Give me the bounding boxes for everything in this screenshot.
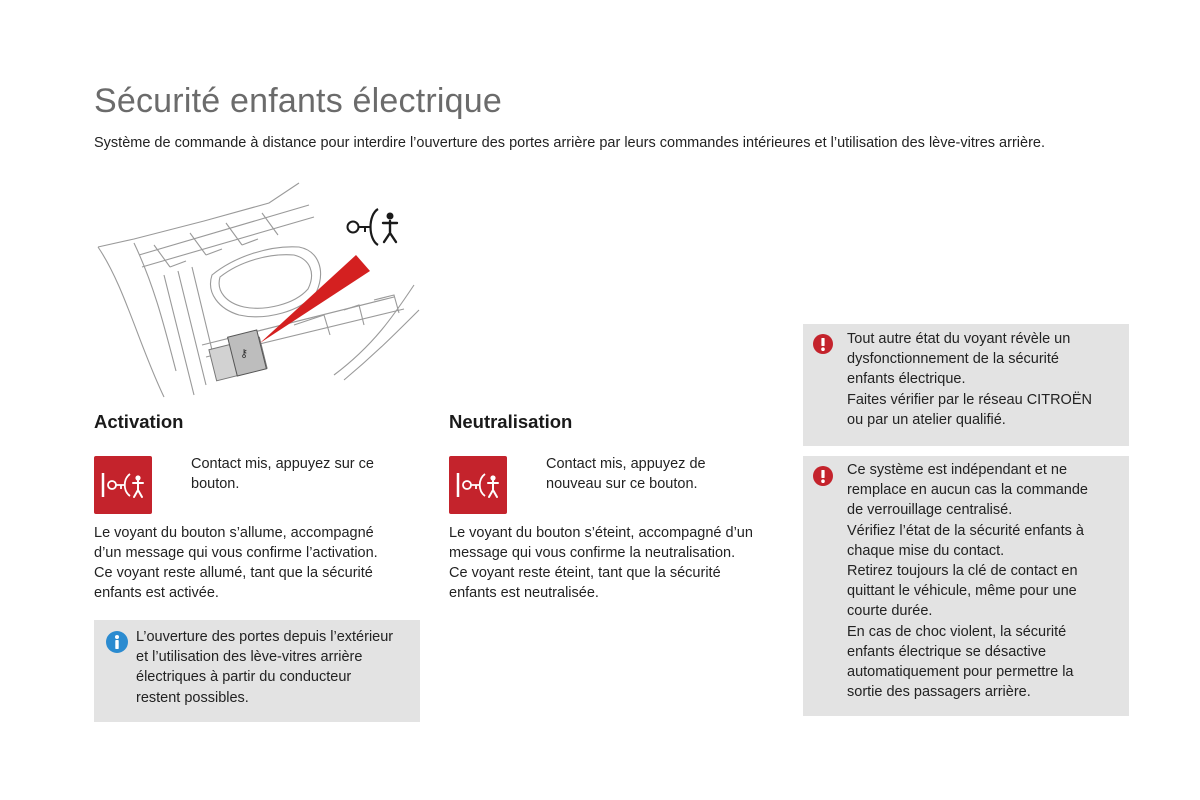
warning-line: quittant le véhicule, même pour une xyxy=(847,583,1077,600)
activation-paragraph-line: Ce voyant reste allumé, tant que la sécurité xyxy=(94,565,373,581)
info-line: électriques à partir du conducteur xyxy=(136,669,352,686)
activation-paragraph-line: enfants est activée. xyxy=(94,585,219,601)
neutralisation-step-line: Contact mis, appuyez de xyxy=(546,456,706,472)
page-title: Sécurité enfants électrique xyxy=(94,82,502,120)
warning-line: remplace en aucun cas la commande xyxy=(847,482,1088,499)
neutralisation-paragraph xyxy=(449,523,779,603)
neutralisation-paragraph-line: Le voyant du bouton s’éteint, accompagné d’un xyxy=(449,525,753,541)
neutralisation-heading: Neutralisation xyxy=(449,411,573,432)
activation-paragraph-line: Le voyant du bouton s’allume, accompagné xyxy=(94,525,374,541)
warning-line: chaque mise du contact. xyxy=(847,542,1005,559)
warning-line: Vérifiez l’état de la sécurité enfants à xyxy=(847,522,1084,539)
warning-line: enfants électrique se désactive xyxy=(847,643,1047,660)
child-lock-icon xyxy=(348,209,398,245)
warning-icon xyxy=(813,334,833,354)
info-line: et l’utilisation des lève-vitres arrière xyxy=(136,649,363,666)
warning-line: Faites vérifier par le réseau CITROËN xyxy=(847,391,1092,408)
door-panel-illustration xyxy=(94,175,424,400)
neutralisation-step-line: nouveau sur ce bouton. xyxy=(546,476,698,492)
svg-text:⚷: ⚷ xyxy=(240,347,249,360)
warning-line: de verrouillage centralisé. xyxy=(847,502,1013,519)
activation-step-line: Contact mis, appuyez sur ce xyxy=(191,456,374,472)
warning-line: Ce système est indépendant et ne xyxy=(847,462,1068,478)
neutralisation-paragraph-line: Ce voyant reste éteint, tant que la sécurité xyxy=(449,565,721,581)
warning-icon xyxy=(813,466,833,486)
warning-line: enfants électrique. xyxy=(847,371,966,388)
info-line: L’ouverture des portes depuis l’extérieur xyxy=(136,629,394,645)
warning-line: ou par un atelier qualifié. xyxy=(847,411,1006,428)
warning-line: sortie des passagers arrière. xyxy=(847,684,1031,701)
activation-step xyxy=(163,454,403,498)
child-lock-button-icon xyxy=(449,456,507,514)
child-lock-button-icon xyxy=(94,456,152,514)
activation-paragraph-line: d’un message qui vous confirme l’activation. xyxy=(94,545,378,561)
neutralisation-paragraph-line: enfants est neutralisée. xyxy=(449,585,599,601)
info-box xyxy=(94,620,420,722)
page-subtitle: Système de commande à distance pour interdire l’ouverture des portes arrière par leurs commandes intérieures et l’utilisation des lève-vitres arrière. xyxy=(94,135,1045,151)
neutralisation-step xyxy=(518,454,758,498)
info-line: restent possibles. xyxy=(136,689,249,706)
warning-line: dysfonctionnement de la sécurité xyxy=(847,351,1059,368)
warning-line: Retirez toujours la clé de contact en xyxy=(847,563,1078,580)
warning-line: courte durée. xyxy=(847,603,933,620)
info-icon xyxy=(106,631,128,653)
activation-heading: Activation xyxy=(94,411,184,432)
warning-line: En cas de choc violent, la sécurité xyxy=(847,623,1067,640)
warning-line: Tout autre état du voyant révèle un xyxy=(847,331,1071,347)
warning-box-malfunction xyxy=(803,324,1129,446)
warning-box-independence xyxy=(803,456,1129,716)
warning-line: automatiquement pour permettre la xyxy=(847,664,1074,681)
neutralisation-paragraph-line: message qui vous confirme la neutralisation. xyxy=(449,545,736,561)
activation-paragraph xyxy=(94,523,414,603)
activation-step-line: bouton. xyxy=(191,476,240,492)
